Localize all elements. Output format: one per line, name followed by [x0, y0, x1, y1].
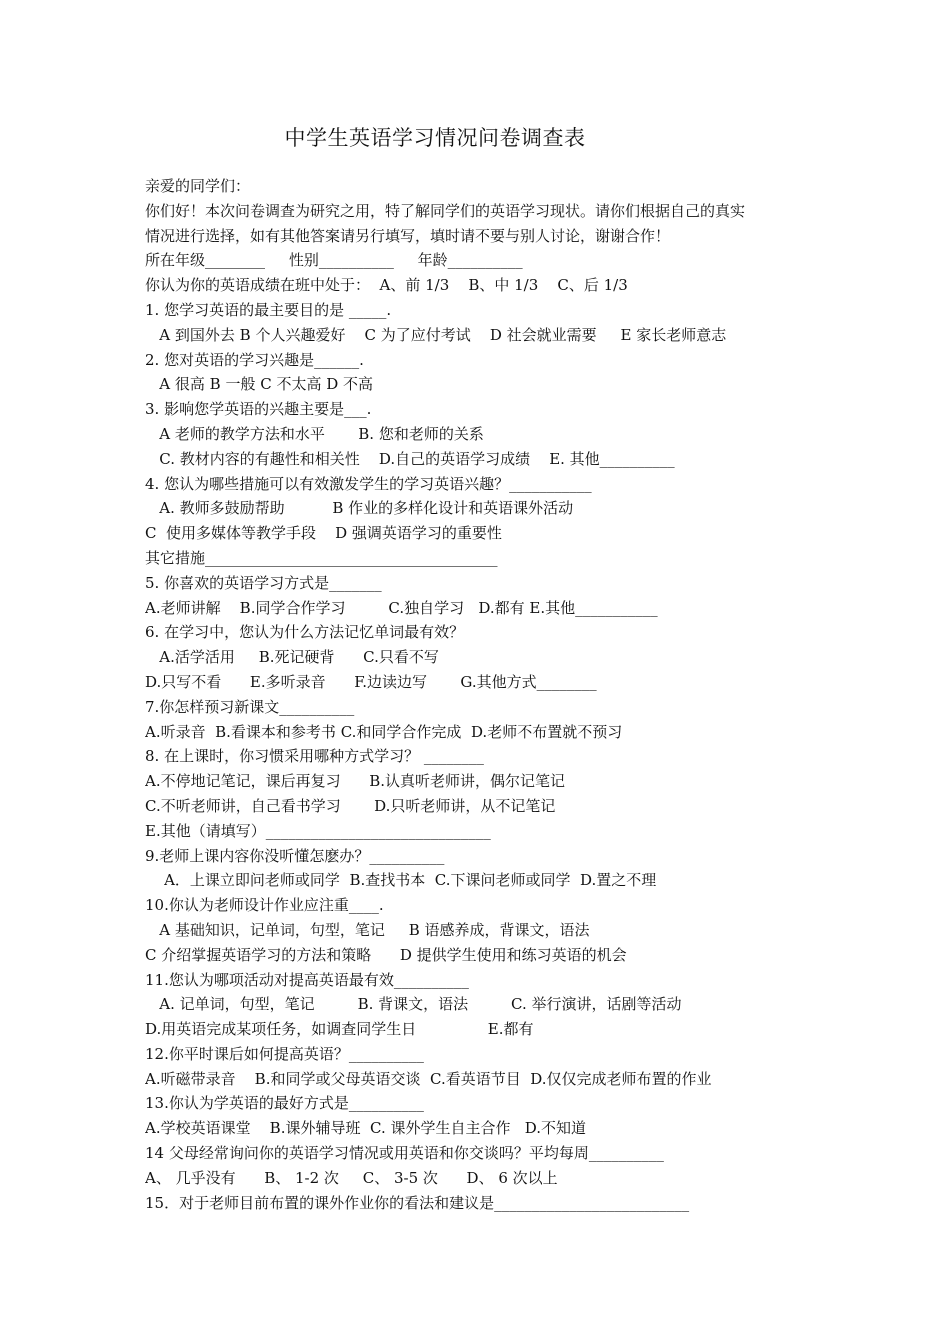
text-line: 9.老师上课内容你没听懂怎麽办？__________ [145, 846, 445, 865]
text-line: 5. 你喜欢的英语学习方式是_______ [145, 573, 382, 592]
text-line: A.老师讲解 B.同学合作学习 C.独自学习 D.都有 E.其他___________ [145, 598, 658, 617]
text-line: 12.你平时课后如何提高英语？__________ [145, 1044, 424, 1063]
text-line: D.用英语完成某项任务，如调查同学生日 E.都有 [145, 1020, 534, 1039]
text-line: 11.您认为哪项活动对提高英语最有效__________ [145, 970, 469, 989]
text-line: 情况进行选择，如有其他答案请另行填写，填时请不要与别人讨论，谢谢合作！ [145, 226, 671, 245]
text-line: 亲爱的同学们： [145, 177, 251, 195]
text-line: 13.你认为学英语的最好方式是__________ [145, 1094, 424, 1113]
text-line: 7.你怎样预习新课文__________ [145, 697, 355, 716]
text-line: A.学校英语课堂 B.课外辅导班 C. 课外学生自主合作 D.不知道 [145, 1119, 587, 1138]
text-line: C 介绍掌握英语学习的方法和策略 D 提供学生使用和练习英语的机会 [145, 945, 627, 964]
text-line: A.不停地记笔记，课后再复习 B.认真听老师讲，偶尔记笔记 [145, 772, 566, 791]
text-line: A、 几乎没有 B、 1-2 次 C、 3-5 次 D、 6 次以上 [145, 1168, 558, 1187]
text-line: A 到国外去 B 个人兴趣爱好 C 为了应付考试 D 社会就业需要 E 家长老师意志 [145, 325, 727, 344]
document-body [145, 174, 835, 1215]
text-line: C. 教材内容的有趣性和相关性 D.自己的英语学习成绩 E. 其他__________ [145, 449, 675, 468]
text-line: 6. 在学习中，您认为什么方法记忆单词最有效？ [145, 623, 465, 642]
text-line: A 老师的教学方法和水平 B. 您和老师的关系 [145, 424, 484, 443]
text-line: 15．对于老师目前布置的课外作业你的看法和建议是__________________________ [145, 1193, 690, 1212]
text-line: 2. 您对英语的学习兴趣是______. [145, 350, 364, 369]
document-title: 中学生英语学习情况问卷调查表 [284, 126, 586, 150]
text-line: A.活学活用 B.死记硬背 C.只看不写 [145, 648, 439, 667]
text-line: 你认为你的英语成绩在班中处于： A、前 1/3 B、中 1/3 C、后 1/3 [145, 276, 628, 295]
text-line: A 很高 B 一般 C 不太高 D 不高 [145, 375, 374, 394]
text-line: A. 教师多鼓励帮助 B 作业的多样化设计和英语课外活动 [145, 499, 574, 518]
text-line: C 使用多媒体等教学手段 D 强调英语学习的重要性 [145, 524, 502, 543]
text-line: A 基础知识，记单词，句型，笔记 B 语感养成，背课文，语法 [145, 920, 590, 939]
text-line: A.听磁带录音 B.和同学或父母英语交谈 C.看英语节目 D.仅仅完成老师布置的作业 [145, 1069, 712, 1088]
text-line: 10.你认为老师设计作业应注重____. [145, 896, 384, 915]
text-line: C.不听老师讲，自己看书学习 D.只听老师讲，从不记笔记 [145, 796, 556, 815]
text-line: A.听录音 B.看课本和参考书 C.和同学合作完成 D.老师不布置就不预习 [145, 722, 623, 741]
text-line: 14 父母经常询问你的英语学习情况或用英语和你交谈吗？平均每周__________ [145, 1144, 664, 1163]
text-line: A. 记单词，句型，笔记 B. 背课文，语法 C. 举行演讲，话剧等活动 [145, 995, 682, 1014]
text-line: 所在年级________ 性别__________ 年龄__________ [145, 251, 523, 270]
text-line: 你们好！本次问卷调查为研究之用，特了解同学们的英语学习现状。请你们根据自己的真实 [145, 201, 746, 220]
text-line: 4. 您认为哪些措施可以有效激发学生的学习英语兴趣？___________ [145, 474, 592, 493]
text-line: 1. 您学习英语的最主要目的是 _____. [145, 300, 392, 319]
text-line: 3. 影响您学英语的兴趣主要是___. [145, 400, 372, 419]
text-line: E.其他（请填写）______________________________ [145, 821, 491, 840]
text-line: 8. 在上课时，你习惯采用哪种方式学习？ ________ [145, 747, 484, 766]
text-line: 其它措施_______________________________________ [145, 548, 498, 567]
text-line: D.只写不看 E.多听录音 F.边读边写 G.其他方式________ [145, 672, 597, 691]
text-line: A．上课立即问老师或同学 B.查找书本 C.下课问老师或同学 D.置之不理 [145, 871, 657, 890]
